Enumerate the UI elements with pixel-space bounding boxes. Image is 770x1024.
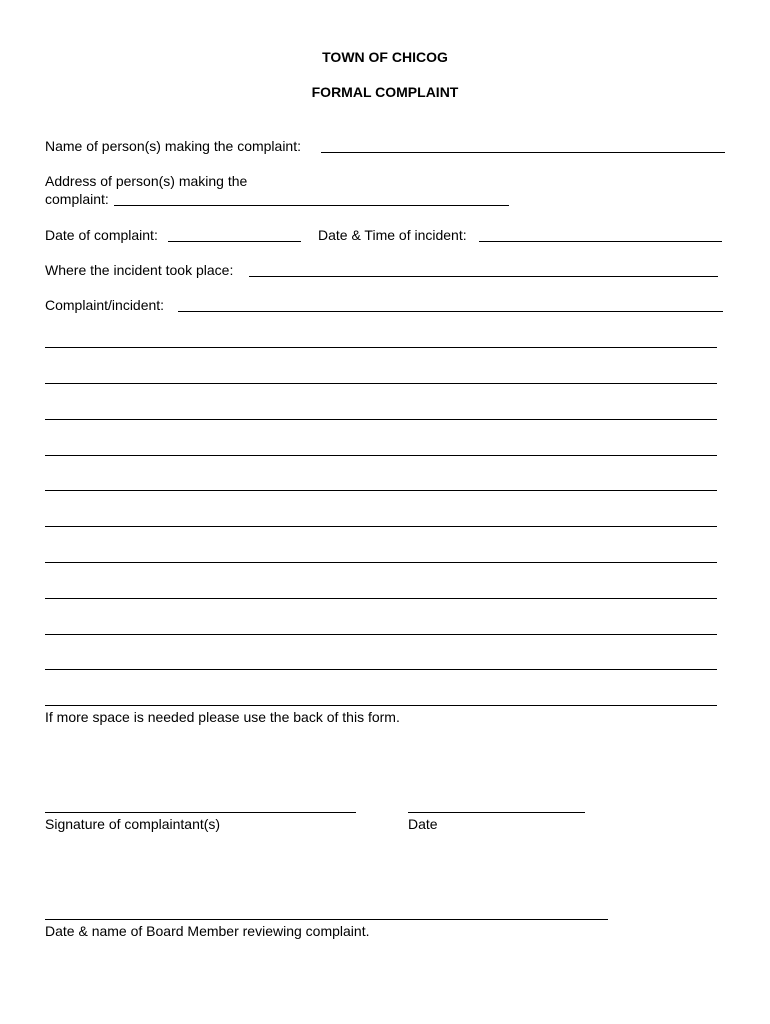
- incident-location-label: Where the incident took place:: [45, 262, 234, 278]
- date-time-incident-field[interactable]: [479, 241, 722, 242]
- address-label-line2: complaint:: [45, 191, 109, 207]
- signature-label: Signature of complaintant(s): [45, 816, 221, 832]
- complaint-line[interactable]: [45, 705, 717, 706]
- complaint-line[interactable]: [45, 383, 717, 384]
- complaint-line[interactable]: [45, 490, 717, 491]
- complaint-line[interactable]: [45, 419, 717, 420]
- board-member-label: Date & name of Board Member reviewing complaint.: [45, 923, 370, 939]
- complaint-line[interactable]: [45, 669, 717, 670]
- more-space-note: If more space is needed please use the back of this form.: [45, 709, 400, 725]
- name-label: Name of person(s) making the complaint:: [45, 138, 301, 154]
- signature-field[interactable]: [45, 812, 356, 813]
- signature-date-label: Date: [408, 816, 438, 832]
- date-time-incident-label: Date & Time of incident:: [318, 227, 467, 243]
- address-label-line1: Address of person(s) making the: [45, 173, 248, 189]
- complaint-incident-field[interactable]: [178, 311, 723, 312]
- complaint-line[interactable]: [45, 455, 717, 456]
- signature-date-field[interactable]: [408, 812, 585, 813]
- complaint-incident-label: Complaint/incident:: [45, 297, 168, 313]
- complaint-line[interactable]: [45, 562, 717, 563]
- complaint-line[interactable]: [45, 598, 717, 599]
- complaint-line[interactable]: [45, 526, 717, 527]
- date-of-complaint-label: Date of complaint:: [45, 227, 158, 243]
- complaint-line[interactable]: [45, 634, 717, 635]
- complaint-line[interactable]: [45, 347, 717, 348]
- form-title: FORMAL COMPLAINT: [311, 84, 459, 100]
- address-field[interactable]: [114, 205, 509, 206]
- board-member-field[interactable]: [45, 919, 608, 920]
- name-field[interactable]: [321, 152, 725, 153]
- date-of-complaint-field[interactable]: [168, 241, 301, 242]
- town-name: TOWN OF CHICOG: [322, 49, 448, 65]
- incident-location-field[interactable]: [249, 276, 718, 277]
